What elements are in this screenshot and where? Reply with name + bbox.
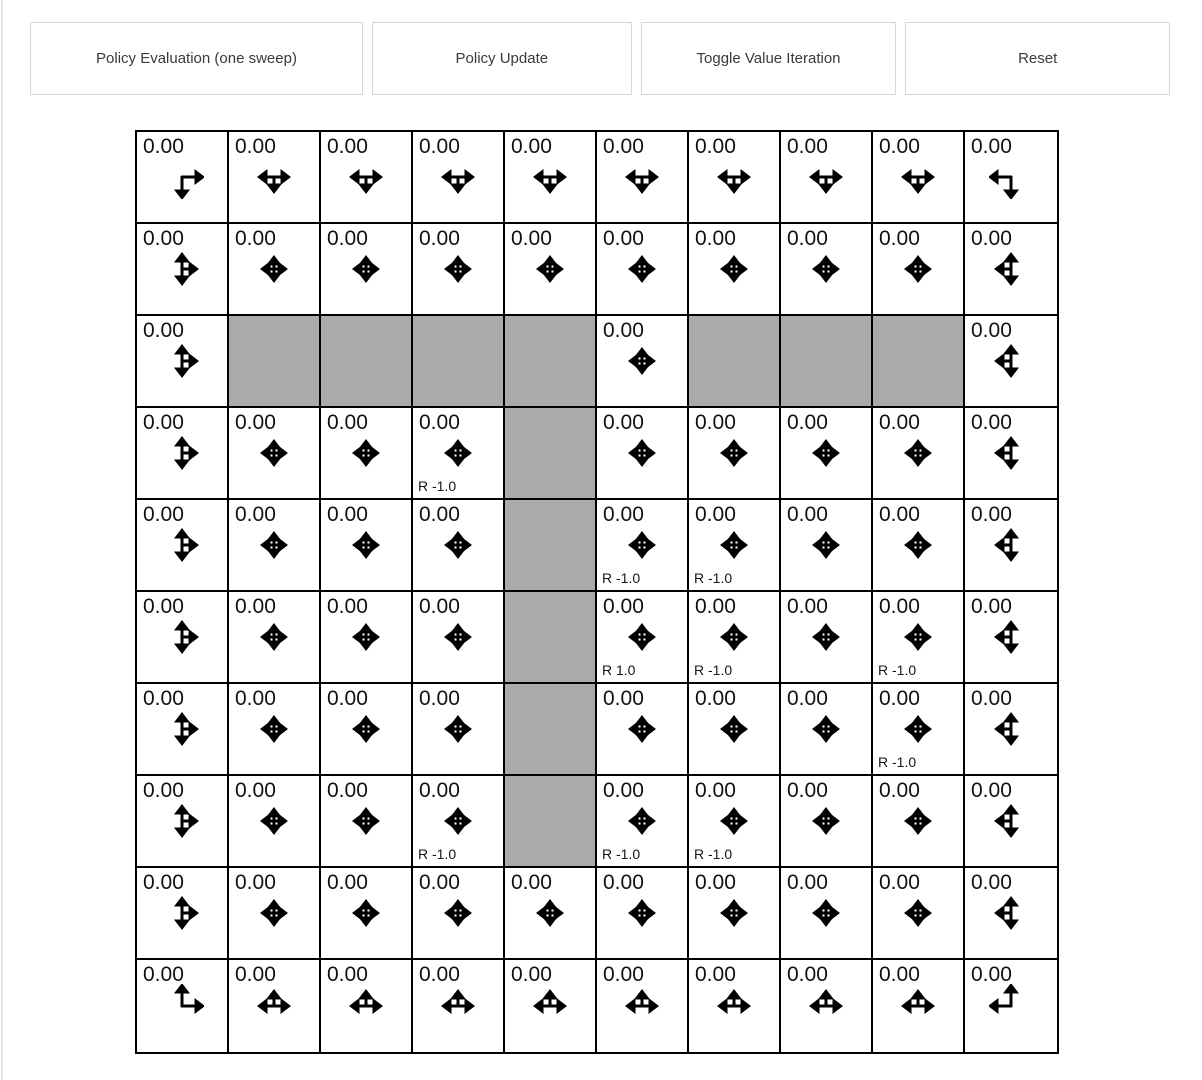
policy-arrows-icon bbox=[344, 615, 388, 659]
policy-arrows-icon bbox=[344, 984, 388, 1028]
state-cell[interactable] bbox=[321, 868, 413, 960]
state-cell[interactable] bbox=[321, 224, 413, 316]
state-value: 0.00 bbox=[419, 135, 460, 158]
policy-arrows-icon bbox=[712, 155, 756, 199]
state-cell[interactable] bbox=[689, 592, 781, 684]
policy-arrows-icon bbox=[804, 984, 848, 1028]
state-cell[interactable] bbox=[781, 776, 873, 868]
policy-arrows-icon bbox=[620, 155, 664, 199]
state-cell[interactable] bbox=[597, 684, 689, 776]
state-value: 0.00 bbox=[143, 411, 184, 434]
policy-arrows-icon bbox=[160, 247, 204, 291]
policy-arrows-icon bbox=[436, 523, 480, 567]
toggle-value-iteration-button[interactable]: Toggle Value Iteration bbox=[641, 22, 897, 95]
state-value: 0.00 bbox=[971, 687, 1012, 710]
policy-arrows-icon bbox=[344, 707, 388, 751]
policy-arrows-icon bbox=[804, 707, 848, 751]
policy-arrows-icon bbox=[712, 891, 756, 935]
state-value: 0.00 bbox=[603, 871, 644, 894]
state-value: 0.00 bbox=[511, 963, 552, 986]
state-cell[interactable] bbox=[229, 224, 321, 316]
policy-arrows-icon bbox=[252, 431, 296, 475]
state-value: 0.00 bbox=[787, 595, 828, 618]
state-cell[interactable] bbox=[597, 500, 689, 592]
state-value: 0.00 bbox=[235, 411, 276, 434]
state-value: 0.00 bbox=[787, 687, 828, 710]
state-value: 0.00 bbox=[787, 135, 828, 158]
state-value: 0.00 bbox=[235, 871, 276, 894]
policy-arrows-icon bbox=[896, 523, 940, 567]
policy-arrows-icon bbox=[712, 431, 756, 475]
state-value: 0.00 bbox=[879, 687, 920, 710]
state-value: 0.00 bbox=[327, 503, 368, 526]
wall-cell[interactable] bbox=[505, 684, 597, 776]
policy-arrows-icon bbox=[896, 431, 940, 475]
policy-arrows-icon bbox=[252, 984, 296, 1028]
state-cell[interactable] bbox=[321, 592, 413, 684]
state-value: 0.00 bbox=[695, 963, 736, 986]
policy-arrows-icon bbox=[804, 891, 848, 935]
reward-label: R 1.0 bbox=[602, 662, 636, 678]
state-cell[interactable] bbox=[781, 960, 873, 1052]
policy-arrows-icon bbox=[712, 984, 756, 1028]
state-value: 0.00 bbox=[143, 779, 184, 802]
policy-arrows-icon bbox=[160, 799, 204, 843]
state-cell[interactable] bbox=[413, 868, 505, 960]
state-value: 0.00 bbox=[879, 411, 920, 434]
state-cell[interactable] bbox=[689, 408, 781, 500]
state-value: 0.00 bbox=[327, 687, 368, 710]
policy-arrows-icon bbox=[989, 339, 1033, 383]
state-value: 0.00 bbox=[235, 687, 276, 710]
policy-arrows-icon bbox=[804, 155, 848, 199]
state-value: 0.00 bbox=[879, 595, 920, 618]
state-cell[interactable] bbox=[689, 132, 781, 224]
state-cell[interactable] bbox=[229, 776, 321, 868]
state-cell[interactable] bbox=[597, 316, 689, 408]
state-cell[interactable] bbox=[965, 224, 1057, 316]
policy-arrows-icon bbox=[252, 799, 296, 843]
policy-arrows-icon bbox=[344, 523, 388, 567]
state-value: 0.00 bbox=[235, 503, 276, 526]
state-cell[interactable] bbox=[321, 684, 413, 776]
state-value: 0.00 bbox=[143, 871, 184, 894]
policy-arrows-icon bbox=[344, 155, 388, 199]
policy-arrows-icon bbox=[528, 155, 572, 199]
state-value: 0.00 bbox=[143, 963, 184, 986]
policy-arrows-icon bbox=[620, 247, 664, 291]
policy-arrows-icon bbox=[436, 984, 480, 1028]
state-value: 0.00 bbox=[235, 227, 276, 250]
state-cell[interactable] bbox=[689, 960, 781, 1052]
policy-arrows-icon bbox=[160, 891, 204, 935]
state-cell[interactable] bbox=[965, 868, 1057, 960]
state-cell[interactable] bbox=[781, 592, 873, 684]
policy-arrows-icon bbox=[436, 891, 480, 935]
policy-arrows-icon bbox=[896, 984, 940, 1028]
state-cell[interactable] bbox=[229, 408, 321, 500]
state-value: 0.00 bbox=[419, 595, 460, 618]
wall-cell[interactable] bbox=[413, 316, 505, 408]
state-cell[interactable] bbox=[597, 132, 689, 224]
state-cell[interactable] bbox=[965, 132, 1057, 224]
policy-arrows-icon bbox=[712, 799, 756, 843]
state-value: 0.00 bbox=[327, 779, 368, 802]
policy-arrows-icon bbox=[989, 431, 1033, 475]
state-cell[interactable] bbox=[597, 868, 689, 960]
wall-cell[interactable] bbox=[321, 316, 413, 408]
policy-arrows-icon bbox=[712, 247, 756, 291]
policy-arrows-icon bbox=[896, 707, 940, 751]
state-value: 0.00 bbox=[695, 411, 736, 434]
state-cell[interactable] bbox=[137, 408, 229, 500]
policy-arrows-icon bbox=[160, 707, 204, 751]
state-value: 0.00 bbox=[419, 687, 460, 710]
policy-arrows-icon bbox=[620, 891, 664, 935]
state-value: 0.00 bbox=[695, 227, 736, 250]
reward-label: R -1.0 bbox=[878, 754, 917, 770]
policy-arrows-icon bbox=[436, 799, 480, 843]
state-value: 0.00 bbox=[419, 503, 460, 526]
state-cell[interactable] bbox=[965, 592, 1057, 684]
state-cell[interactable] bbox=[781, 132, 873, 224]
state-cell[interactable] bbox=[137, 316, 229, 408]
state-value: 0.00 bbox=[235, 595, 276, 618]
state-cell[interactable] bbox=[413, 132, 505, 224]
state-cell[interactable] bbox=[137, 592, 229, 684]
state-value: 0.00 bbox=[143, 319, 184, 342]
state-cell[interactable] bbox=[413, 408, 505, 500]
policy-arrows-icon bbox=[712, 523, 756, 567]
state-cell[interactable] bbox=[781, 224, 873, 316]
state-cell[interactable] bbox=[505, 868, 597, 960]
state-value: 0.00 bbox=[879, 503, 920, 526]
state-value: 0.00 bbox=[327, 963, 368, 986]
reward-label: R -1.0 bbox=[418, 846, 457, 862]
state-value: 0.00 bbox=[143, 595, 184, 618]
state-cell[interactable] bbox=[229, 592, 321, 684]
state-value: 0.00 bbox=[327, 135, 368, 158]
state-cell[interactable] bbox=[873, 684, 965, 776]
reward-label: R -1.0 bbox=[694, 662, 733, 678]
state-cell[interactable] bbox=[321, 960, 413, 1052]
wall-cell[interactable] bbox=[781, 316, 873, 408]
wall-cell[interactable] bbox=[229, 316, 321, 408]
toolbar bbox=[30, 22, 1170, 95]
state-value: 0.00 bbox=[879, 963, 920, 986]
policy-arrows-icon bbox=[804, 799, 848, 843]
state-value: 0.00 bbox=[879, 135, 920, 158]
state-value: 0.00 bbox=[327, 871, 368, 894]
state-cell[interactable] bbox=[873, 224, 965, 316]
gridworld bbox=[135, 130, 1059, 1054]
state-value: 0.00 bbox=[603, 227, 644, 250]
state-value: 0.00 bbox=[603, 687, 644, 710]
policy-arrows-icon bbox=[252, 523, 296, 567]
state-cell[interactable] bbox=[137, 132, 229, 224]
policy-arrows-icon bbox=[804, 523, 848, 567]
policy-arrows-icon bbox=[436, 707, 480, 751]
state-value: 0.00 bbox=[327, 411, 368, 434]
state-value: 0.00 bbox=[695, 779, 736, 802]
policy-arrows-icon bbox=[620, 615, 664, 659]
state-cell[interactable] bbox=[137, 776, 229, 868]
policy-arrows-icon bbox=[528, 984, 572, 1028]
state-value: 0.00 bbox=[327, 595, 368, 618]
policy-arrows-icon bbox=[989, 799, 1033, 843]
state-cell[interactable] bbox=[137, 684, 229, 776]
state-cell[interactable] bbox=[965, 684, 1057, 776]
policy-arrows-icon bbox=[528, 891, 572, 935]
state-value: 0.00 bbox=[603, 963, 644, 986]
state-value: 0.00 bbox=[511, 135, 552, 158]
policy-arrows-icon bbox=[160, 523, 204, 567]
state-value: 0.00 bbox=[327, 227, 368, 250]
state-cell[interactable] bbox=[413, 224, 505, 316]
policy-arrows-icon bbox=[989, 523, 1033, 567]
state-value: 0.00 bbox=[971, 871, 1012, 894]
state-value: 0.00 bbox=[603, 319, 644, 342]
state-value: 0.00 bbox=[695, 595, 736, 618]
state-cell[interactable] bbox=[413, 960, 505, 1052]
policy-arrows-icon bbox=[252, 155, 296, 199]
state-cell[interactable] bbox=[781, 684, 873, 776]
state-value: 0.00 bbox=[143, 503, 184, 526]
state-cell[interactable] bbox=[229, 868, 321, 960]
state-cell[interactable] bbox=[689, 776, 781, 868]
state-value: 0.00 bbox=[603, 595, 644, 618]
state-value: 0.00 bbox=[787, 227, 828, 250]
reward-label: R -1.0 bbox=[694, 570, 733, 586]
state-cell[interactable] bbox=[873, 960, 965, 1052]
policy-arrows-icon bbox=[989, 155, 1033, 199]
policy-arrows-icon bbox=[620, 431, 664, 475]
policy-arrows-icon bbox=[252, 707, 296, 751]
policy-arrows-icon bbox=[436, 247, 480, 291]
state-cell[interactable] bbox=[689, 684, 781, 776]
policy-arrows-icon bbox=[896, 155, 940, 199]
state-cell[interactable] bbox=[413, 776, 505, 868]
state-value: 0.00 bbox=[787, 963, 828, 986]
state-cell[interactable] bbox=[873, 500, 965, 592]
state-cell[interactable] bbox=[321, 500, 413, 592]
reward-label: R -1.0 bbox=[878, 662, 917, 678]
state-cell[interactable] bbox=[413, 500, 505, 592]
state-cell[interactable] bbox=[229, 132, 321, 224]
reward-label: R -1.0 bbox=[694, 846, 733, 862]
policy-arrows-icon bbox=[896, 891, 940, 935]
state-value: 0.00 bbox=[971, 963, 1012, 986]
state-cell[interactable] bbox=[965, 316, 1057, 408]
state-cell[interactable] bbox=[781, 500, 873, 592]
state-cell[interactable] bbox=[965, 776, 1057, 868]
state-value: 0.00 bbox=[971, 779, 1012, 802]
state-cell[interactable] bbox=[137, 224, 229, 316]
wall-cell[interactable] bbox=[505, 592, 597, 684]
state-value: 0.00 bbox=[419, 411, 460, 434]
state-value: 0.00 bbox=[971, 319, 1012, 342]
policy-arrows-icon bbox=[344, 799, 388, 843]
state-cell[interactable] bbox=[873, 776, 965, 868]
policy-arrows-icon bbox=[712, 707, 756, 751]
state-value: 0.00 bbox=[419, 227, 460, 250]
state-value: 0.00 bbox=[419, 871, 460, 894]
policy-arrows-icon bbox=[620, 523, 664, 567]
policy-update-button[interactable]: Policy Update bbox=[372, 22, 632, 95]
state-value: 0.00 bbox=[511, 227, 552, 250]
state-cell[interactable] bbox=[505, 132, 597, 224]
state-cell[interactable] bbox=[873, 868, 965, 960]
state-value: 0.00 bbox=[787, 411, 828, 434]
state-cell[interactable] bbox=[689, 224, 781, 316]
state-value: 0.00 bbox=[235, 779, 276, 802]
state-value: 0.00 bbox=[971, 503, 1012, 526]
state-cell[interactable] bbox=[781, 868, 873, 960]
policy-arrows-icon bbox=[436, 615, 480, 659]
state-cell[interactable] bbox=[137, 500, 229, 592]
policy-arrows-icon bbox=[252, 891, 296, 935]
policy-arrows-icon bbox=[620, 339, 664, 383]
state-value: 0.00 bbox=[603, 135, 644, 158]
state-value: 0.00 bbox=[143, 687, 184, 710]
state-cell[interactable] bbox=[137, 868, 229, 960]
policy-arrows-icon bbox=[620, 799, 664, 843]
policy-arrows-icon bbox=[160, 339, 204, 383]
state-cell[interactable] bbox=[965, 960, 1057, 1052]
policy-arrows-icon bbox=[436, 431, 480, 475]
state-cell[interactable] bbox=[597, 592, 689, 684]
policy-arrows-icon bbox=[989, 247, 1033, 291]
policy-arrows-icon bbox=[896, 247, 940, 291]
reward-label: R -1.0 bbox=[602, 846, 641, 862]
state-cell[interactable] bbox=[873, 132, 965, 224]
state-value: 0.00 bbox=[787, 871, 828, 894]
state-cell[interactable] bbox=[781, 408, 873, 500]
policy-arrows-icon bbox=[160, 984, 204, 1028]
state-cell[interactable] bbox=[597, 776, 689, 868]
wall-cell[interactable] bbox=[505, 316, 597, 408]
policy-evaluation-button[interactable]: Policy Evaluation (one sweep) bbox=[30, 22, 363, 95]
state-value: 0.00 bbox=[695, 871, 736, 894]
state-value: 0.00 bbox=[695, 503, 736, 526]
wall-cell[interactable] bbox=[689, 316, 781, 408]
state-value: 0.00 bbox=[419, 963, 460, 986]
state-cell[interactable] bbox=[321, 132, 413, 224]
state-value: 0.00 bbox=[879, 871, 920, 894]
reward-label: R -1.0 bbox=[418, 478, 457, 494]
state-value: 0.00 bbox=[971, 595, 1012, 618]
reset-button[interactable]: Reset bbox=[905, 22, 1170, 95]
wall-cell[interactable] bbox=[505, 408, 597, 500]
state-cell[interactable] bbox=[505, 960, 597, 1052]
policy-arrows-icon bbox=[344, 891, 388, 935]
state-cell[interactable] bbox=[873, 592, 965, 684]
state-value: 0.00 bbox=[603, 503, 644, 526]
policy-arrows-icon bbox=[989, 891, 1033, 935]
state-cell[interactable] bbox=[137, 960, 229, 1052]
state-value: 0.00 bbox=[879, 779, 920, 802]
state-value: 0.00 bbox=[235, 135, 276, 158]
state-value: 0.00 bbox=[787, 503, 828, 526]
state-value: 0.00 bbox=[879, 227, 920, 250]
state-value: 0.00 bbox=[695, 135, 736, 158]
policy-arrows-icon bbox=[804, 247, 848, 291]
state-cell[interactable] bbox=[505, 224, 597, 316]
policy-arrows-icon bbox=[620, 707, 664, 751]
policy-arrows-icon bbox=[896, 615, 940, 659]
policy-arrows-icon bbox=[712, 615, 756, 659]
policy-arrows-icon bbox=[528, 247, 572, 291]
state-value: 0.00 bbox=[971, 411, 1012, 434]
reward-label: R -1.0 bbox=[602, 570, 641, 586]
policy-arrows-icon bbox=[804, 615, 848, 659]
state-value: 0.00 bbox=[235, 963, 276, 986]
wall-cell[interactable] bbox=[505, 500, 597, 592]
wall-cell[interactable] bbox=[873, 316, 965, 408]
policy-arrows-icon bbox=[436, 155, 480, 199]
state-value: 0.00 bbox=[143, 135, 184, 158]
state-cell[interactable] bbox=[321, 776, 413, 868]
state-value: 0.00 bbox=[603, 411, 644, 434]
state-value: 0.00 bbox=[419, 779, 460, 802]
state-value: 0.00 bbox=[971, 227, 1012, 250]
state-cell[interactable] bbox=[965, 500, 1057, 592]
state-cell[interactable] bbox=[413, 684, 505, 776]
state-cell[interactable] bbox=[229, 684, 321, 776]
policy-arrows-icon bbox=[344, 431, 388, 475]
policy-arrows-icon bbox=[160, 431, 204, 475]
state-value: 0.00 bbox=[511, 871, 552, 894]
policy-arrows-icon bbox=[896, 799, 940, 843]
policy-arrows-icon bbox=[620, 984, 664, 1028]
state-value: 0.00 bbox=[603, 779, 644, 802]
policy-arrows-icon bbox=[804, 431, 848, 475]
state-value: 0.00 bbox=[695, 687, 736, 710]
state-cell[interactable] bbox=[689, 868, 781, 960]
state-cell[interactable] bbox=[321, 408, 413, 500]
policy-arrows-icon bbox=[344, 247, 388, 291]
policy-arrows-icon bbox=[160, 615, 204, 659]
policy-arrows-icon bbox=[989, 707, 1033, 751]
wall-cell[interactable] bbox=[505, 776, 597, 868]
state-cell[interactable] bbox=[689, 500, 781, 592]
policy-arrows-icon bbox=[252, 247, 296, 291]
policy-arrows-icon bbox=[989, 984, 1033, 1028]
state-cell[interactable] bbox=[413, 592, 505, 684]
state-cell[interactable] bbox=[229, 960, 321, 1052]
state-cell[interactable] bbox=[965, 408, 1057, 500]
state-cell[interactable] bbox=[873, 408, 965, 500]
state-value: 0.00 bbox=[787, 779, 828, 802]
state-cell[interactable] bbox=[597, 960, 689, 1052]
state-cell[interactable] bbox=[597, 408, 689, 500]
state-cell[interactable] bbox=[229, 500, 321, 592]
policy-arrows-icon bbox=[160, 155, 204, 199]
state-value: 0.00 bbox=[143, 227, 184, 250]
policy-arrows-icon bbox=[989, 615, 1033, 659]
policy-arrows-icon bbox=[252, 615, 296, 659]
state-cell[interactable] bbox=[597, 224, 689, 316]
state-value: 0.00 bbox=[971, 135, 1012, 158]
